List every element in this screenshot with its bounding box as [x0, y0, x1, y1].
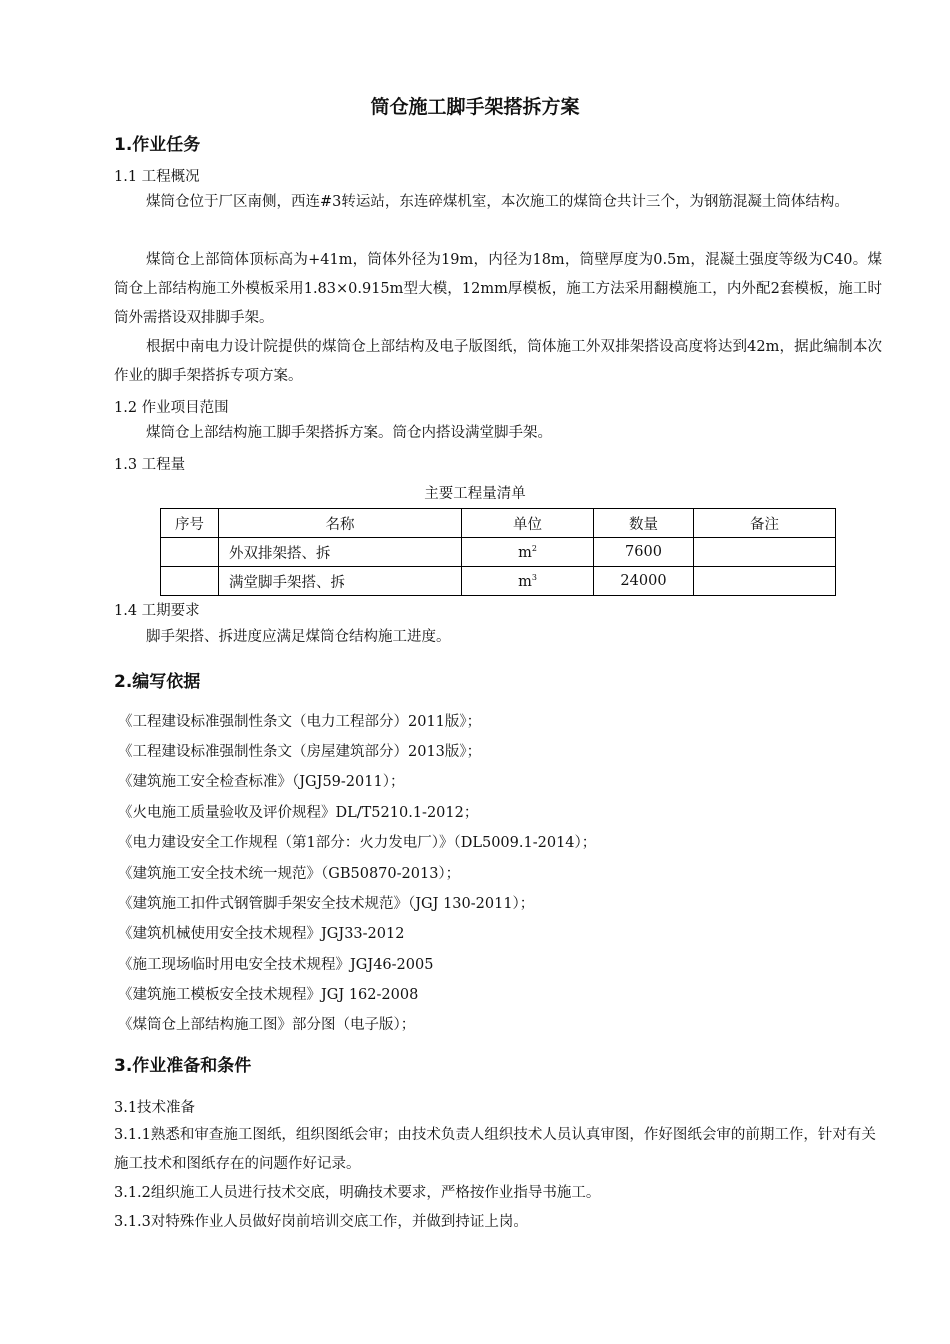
reference-item: 《施工现场临时用电安全技术规程》JGJ46-2005 [118, 957, 434, 973]
column-header: 备注 [694, 509, 836, 538]
cell-note [694, 567, 836, 596]
reference-item: 《电力建设安全工作规程（第1部分：火力发电厂）》（DL5009.1-2014）； [118, 835, 597, 851]
table-header-row [161, 509, 836, 538]
reference-item: 《工程建设标准强制性条文（电力工程部分）2011版》； [118, 714, 482, 730]
section-1-2-heading: 1.2 作业项目范围 [114, 400, 229, 416]
reference-item: 《建筑施工扣件式钢管脚手架安全技术规范》（JGJ 130-2011）； [118, 896, 535, 912]
tech-prep-item: 3.1.2组织施工人员进行技术交底，明确技术要求，严格按作业指导书施工。 [114, 1185, 601, 1201]
cell-name: 满堂脚手架搭、拆 [219, 567, 462, 596]
reference-item: 《建筑施工模板安全技术规程》JGJ 162-2008 [118, 987, 419, 1003]
table-row [161, 538, 836, 567]
section-1-heading: 1.作业任务 [114, 135, 201, 155]
column-header: 序号 [161, 509, 219, 538]
column-header: 数量 [594, 509, 694, 538]
cell-no [161, 567, 219, 596]
cell-name: 外双排架搭、拆 [219, 538, 462, 567]
unit-base: m [518, 573, 532, 590]
quantity-table [160, 508, 836, 596]
overview-paragraph-2: 煤筒仓上部筒体顶标高为+41m，筒体外径为19m，内径为18m，筒壁厚度为0.5m，混凝土强度等级为C40。煤筒仓上部结构施工外模板采用1.83×0.915m型大模，12mm厚模板，施工方法采用翻模施工，内外配2套模板，施工时筒外需搭设双排脚手架。 [114, 252, 882, 326]
reference-item: 《煤筒仓上部结构施工图》部分图（电子版）； [118, 1017, 416, 1033]
schedule-paragraph: 脚手架搭、拆进度应满足煤筒仓结构施工进度。 [146, 629, 451, 645]
cell-unit [462, 567, 594, 596]
overview-paragraph-3: 根据中南电力设计院提供的煤筒仓上部结构及电子版图纸，筒体施工外双排架搭设高度将达到42m，据此编制本次作业的脚手架搭拆专项方案。 [114, 339, 882, 384]
table-caption: 主要工程量清单 [424, 486, 526, 502]
table-row [161, 567, 836, 596]
section-1-3-heading: 1.3 工程量 [114, 457, 186, 473]
column-header: 单位 [462, 509, 594, 538]
reference-item: 《工程建设标准强制性条文（房屋建筑部分）2013版》； [118, 744, 482, 760]
reference-item: 《火电施工质量验收及评价规程》DL/T5210.1-2012； [118, 805, 479, 821]
cell-qty: 24000 [594, 567, 694, 596]
section-1-1-heading: 1.1 工程概况 [114, 169, 200, 185]
scope-paragraph: 煤筒仓上部结构施工脚手架搭拆方案。筒仓内搭设满堂脚手架。 [146, 425, 552, 441]
overview-paragraph-1: 煤筒仓位于厂区南侧，西连#3转运站，东连碎煤机室，本次施工的煤筒仓共计三个，为钢筋混凝土筒体结构。 [146, 194, 849, 210]
unit-exponent: 3 [531, 572, 537, 582]
section-3-1-heading: 3.1技术准备 [114, 1100, 196, 1116]
cell-unit [462, 538, 594, 567]
column-header: 名称 [219, 509, 462, 538]
cell-no [161, 538, 219, 567]
reference-item: 《建筑施工安全检查标准》（JGJ59-2011）； [118, 774, 405, 790]
section-1-4-heading: 1.4 工期要求 [114, 603, 200, 619]
page-title: 筒仓施工脚手架搭拆方案 [370, 96, 580, 118]
section-3-heading: 3.作业准备和条件 [114, 1056, 252, 1076]
reference-item: 《建筑机械使用安全技术规程》JGJ33-2012 [118, 926, 405, 942]
tech-prep-item: 3.1.3对特殊作业人员做好岗前培训交底工作，并做到持证上岗。 [114, 1214, 528, 1230]
tech-prep-item: 3.1.1熟悉和审查施工图纸，组织图纸会审；由技术负责人组织技术人员认真审图，作好图纸会审的前期工作，针对有关施工技术和图纸存在的问题作好记录。 [114, 1127, 876, 1172]
reference-item: 《建筑施工安全技术统一规范》（GB50870-2013）； [118, 866, 461, 882]
section-2-heading: 2.编写依据 [114, 672, 201, 692]
unit-base: m [518, 544, 532, 561]
unit-exponent: 2 [531, 543, 537, 553]
cell-note [694, 538, 836, 567]
cell-qty: 7600 [594, 538, 694, 567]
